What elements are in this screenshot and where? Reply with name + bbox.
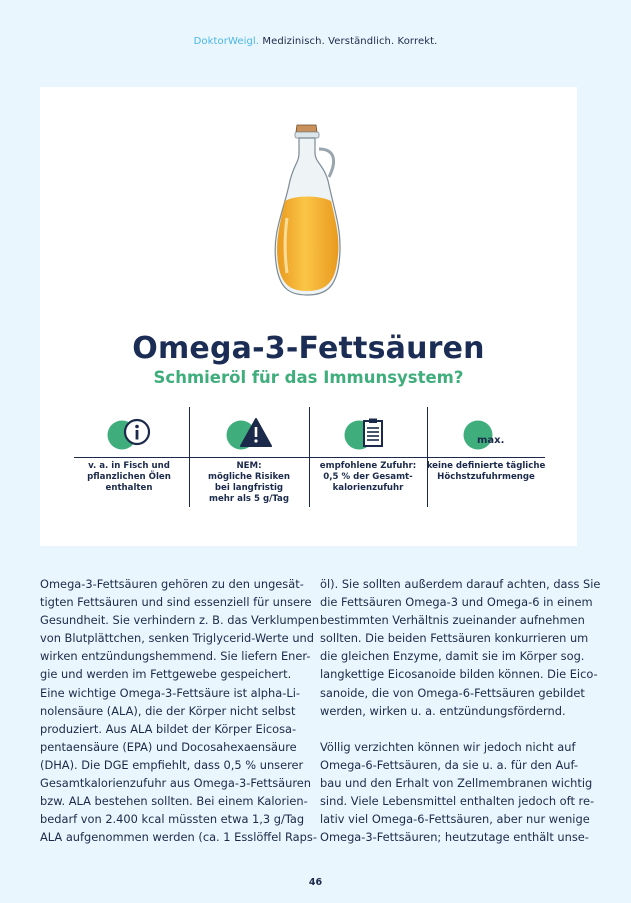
text-line: gie und werden im Fettgewebe gespeichert.	[40, 667, 292, 682]
page-title: Omega-3-Fettsäuren	[132, 331, 485, 366]
info-line: keine definierte tägliche	[426, 461, 546, 471]
paragraph-gap	[320, 720, 581, 738]
page-subtitle: Schmieröl für das Immunsystem?	[153, 368, 464, 387]
body-column-right	[320, 575, 601, 846]
text-line: ALA aufgenommen werden (ca. 1 Esslöffel Raps-	[40, 830, 317, 845]
info-line: mehr als 5 g/Tag	[209, 494, 289, 504]
text-line: bedarf von 2.400 kcal müssten etwa 1,3 g/Tag	[40, 812, 305, 827]
clipboard-icon	[344, 417, 392, 453]
text-line: tigten Fettsäuren und sind essenziell für unsere	[40, 595, 312, 610]
text-line: werden, wirken u. a. entzündungsfördernd.	[320, 703, 566, 718]
text-line: bestimmten Verhältnis zueinander aufnehmen	[320, 613, 585, 628]
body-paragraph	[40, 575, 320, 846]
text-line: bau und den Erhalt von Zellmembranen wichtig	[320, 775, 593, 790]
max-icon	[461, 417, 509, 453]
info-line: empfohlene Zufuhr:	[319, 461, 417, 471]
info-line: mögliche Risiken	[208, 472, 290, 482]
text-line: öl). Sie sollten außerdem darauf achten, dass Sie	[320, 577, 601, 591]
text-line: nolensäure (ALA), die der Körper nicht selbst	[40, 703, 296, 718]
info-icon	[107, 417, 155, 453]
info-line: v. a. in Fisch und	[88, 461, 170, 471]
text-line: Eine wichtige Omega-3-Fettsäure ist alpha-Li-	[40, 685, 300, 700]
info-text-maximum	[424, 461, 548, 483]
header-tagline: Medizinisch. Verständlich. Korrekt.	[259, 36, 438, 47]
page-number: 46	[308, 877, 323, 888]
text-line: produziert. Aus ALA bildet der Körper Eicosa-	[40, 721, 297, 736]
text-line: Omega-6-Fettsäuren, da sie u. a. für den Auf-	[320, 757, 579, 772]
info-text-intake	[309, 461, 427, 494]
brand-name: DoktorWeigl.	[193, 36, 260, 47]
info-text-risk	[190, 461, 308, 505]
text-line: langkettige Eicosanoide bilden können. Die Eico-	[320, 667, 598, 682]
info-line: NEM:	[236, 461, 262, 471]
text-line: Gesundheit. Sie verhindern z. B. das Verklumpen	[40, 613, 320, 628]
text-line: Gesamtkalorienzufuhr aus Omega-3-Fettsäuren	[40, 776, 312, 791]
max-label: max.	[477, 435, 505, 446]
text-line: die Fettsäuren Omega-3 und Omega-6 in einem	[320, 595, 593, 610]
infobox-card	[40, 87, 577, 546]
info-line: bei langfristig	[214, 483, 284, 493]
text-line: sanoide, die von Omega-6-Fettsäuren gebildet	[320, 685, 585, 700]
body-column-left	[40, 575, 320, 846]
text-line: die gleichen Enzyme, damit sie im Körper sog.	[320, 649, 585, 664]
info-line: Höchstzufuhrmenge	[437, 472, 535, 482]
info-text-source	[70, 461, 188, 494]
text-line: wirken entzündungshemmend. Sie liefern Ener-	[40, 649, 311, 664]
info-line: kalorienzufuhr	[332, 483, 404, 493]
divider-vertical	[427, 407, 428, 507]
text-line: lativ viel Omega-6-Fettsäuren, aber nur wenige	[320, 812, 590, 827]
text-line: (DHA). Die DGE empfiehlt, dass 0,5 % unserer	[40, 757, 304, 772]
oil-bottle-illustration	[273, 123, 347, 301]
text-line: sollten. Die beiden Fettsäuren konkurrieren um	[320, 631, 589, 646]
text-line: pentaensäure (EPA) und Docosahexaensäure	[40, 739, 297, 754]
text-line: Omega-3-Fettsäuren; heutzutage enthält unse-	[320, 830, 589, 845]
text-line: Omega-3-Fettsäuren gehören zu den ungesät-	[40, 577, 304, 591]
info-line: 0,5 % der Gesamt-	[323, 472, 413, 482]
info-line: enthalten	[105, 483, 153, 493]
body-paragraph	[320, 738, 595, 847]
warning-icon	[226, 417, 274, 453]
text-line: sind. Viele Lebensmittel enthalten jedoch oft re-	[320, 794, 595, 809]
info-line: pflanzlichen Ölen	[87, 472, 171, 482]
body-paragraph	[320, 575, 601, 720]
text-line: Völlig verzichten können wir jedoch nicht auf	[320, 739, 576, 754]
text-line: von Blutplättchen, senken Triglycerid-Werte und	[40, 631, 314, 646]
text-line: bzw. ALA bestehen sollten. Bei einem Kalorien-	[40, 794, 308, 809]
page-header	[0, 36, 631, 47]
